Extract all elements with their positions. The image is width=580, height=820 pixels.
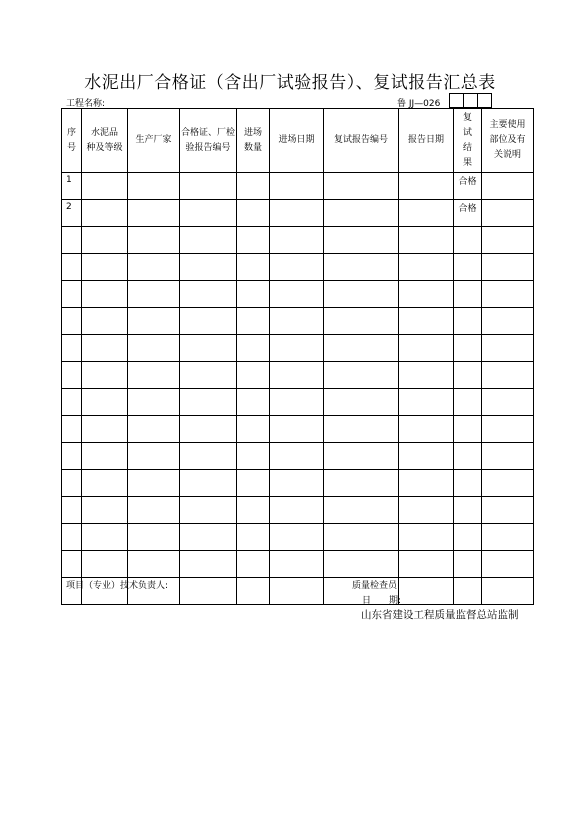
header-text-line: 验报告编号 <box>185 142 231 153</box>
table-cell <box>324 389 399 416</box>
header-retest-report-no <box>324 109 399 173</box>
table-cell <box>482 308 534 335</box>
table-cell <box>237 524 270 551</box>
table-row <box>62 362 534 389</box>
table-cell <box>128 173 180 200</box>
table-row <box>62 497 534 524</box>
project-name-label: 工程名称: <box>66 99 106 109</box>
header-certificate-no <box>180 109 237 173</box>
table-cell <box>482 551 534 578</box>
table-cell <box>237 254 270 281</box>
table-cell <box>82 389 128 416</box>
table-cell <box>270 416 324 443</box>
cell-seq <box>62 362 82 389</box>
header-quantity <box>237 109 270 173</box>
table-row <box>62 335 534 362</box>
cell-retest-result <box>454 308 482 335</box>
table-cell <box>324 497 399 524</box>
table-cell <box>180 416 237 443</box>
table-row <box>62 200 534 227</box>
cell-seq <box>62 308 82 335</box>
table-cell <box>324 443 399 470</box>
table-cell <box>270 443 324 470</box>
header-text-line: 水泥品 <box>90 127 118 138</box>
table-cell <box>482 335 534 362</box>
table-cell <box>270 173 324 200</box>
table-cell <box>128 200 180 227</box>
table-cell <box>324 281 399 308</box>
header-text-line: 果 <box>462 157 472 168</box>
table-cell <box>237 335 270 362</box>
table-cell <box>128 227 180 254</box>
table-cell <box>324 362 399 389</box>
table-row <box>62 470 534 497</box>
header-entry-date <box>270 109 324 173</box>
table-cell <box>180 578 237 605</box>
cell-seq <box>62 497 82 524</box>
table-cell <box>270 389 324 416</box>
table-cell <box>128 551 180 578</box>
table-cell <box>482 524 534 551</box>
table-cell <box>128 443 180 470</box>
header-retest-result <box>454 109 482 173</box>
table-cell <box>180 497 237 524</box>
table-cell <box>82 173 128 200</box>
header-usage-notes <box>482 109 534 173</box>
table-cell <box>399 416 454 443</box>
table-cell <box>270 308 324 335</box>
table-cell <box>270 497 324 524</box>
table-cell <box>270 470 324 497</box>
table-cell <box>270 254 324 281</box>
header-text-line: 种及等级 <box>86 142 123 153</box>
table-cell <box>399 335 454 362</box>
table-cell <box>482 362 534 389</box>
summary-table <box>61 108 534 605</box>
table-cell <box>180 335 237 362</box>
table-cell <box>180 551 237 578</box>
table-cell <box>399 362 454 389</box>
table-cell <box>82 497 128 524</box>
table-cell <box>82 200 128 227</box>
table-cell <box>482 470 534 497</box>
table-cell <box>270 578 324 605</box>
table-row <box>62 173 534 200</box>
cell-seq <box>62 281 82 308</box>
cell-retest-result <box>454 416 482 443</box>
table-cell <box>237 362 270 389</box>
header-text-line: 复试报告编号 <box>333 135 388 145</box>
cell-retest-result <box>454 578 482 605</box>
table-cell <box>180 254 237 281</box>
table-cell <box>324 173 399 200</box>
header-text-line: 主要使用 <box>489 120 526 130</box>
cell-retest-result <box>454 389 482 416</box>
table-row <box>62 227 534 254</box>
inspector-label: 质量检查员: <box>352 581 401 591</box>
table-cell <box>82 308 128 335</box>
table-cell <box>82 281 128 308</box>
table-row <box>62 551 534 578</box>
cell-retest-result: 合格 <box>454 200 482 227</box>
tech-lead-label: 项目（专业）技术负责人: <box>66 581 169 591</box>
header-text-line: 合格证、厂检 <box>180 127 235 138</box>
header-text-line: 数量 <box>243 142 262 153</box>
table-cell <box>399 200 454 227</box>
cell-retest-result <box>454 524 482 551</box>
table-cell <box>270 281 324 308</box>
table-cell <box>237 497 270 524</box>
cell-seq <box>62 389 82 416</box>
header-text-line: 结 <box>462 142 472 153</box>
table-cell <box>482 443 534 470</box>
table-cell <box>82 443 128 470</box>
table-cell <box>399 470 454 497</box>
table-cell <box>324 551 399 578</box>
table-cell <box>237 227 270 254</box>
table-cell <box>324 200 399 227</box>
table-cell <box>180 281 237 308</box>
table-cell <box>180 524 237 551</box>
cell-seq <box>62 227 82 254</box>
table-cell <box>180 389 237 416</box>
table-cell <box>270 362 324 389</box>
table-cell <box>270 551 324 578</box>
table-cell <box>237 470 270 497</box>
form-code: 鲁 JJ—026 <box>397 99 441 109</box>
issuing-organization: 山东省建设工程质量监督总站监制 <box>361 609 519 621</box>
table-cell <box>270 200 324 227</box>
table-cell <box>399 497 454 524</box>
table-cell <box>82 254 128 281</box>
table-cell <box>128 281 180 308</box>
table-cell <box>237 443 270 470</box>
table-cell <box>324 470 399 497</box>
table-cell <box>128 389 180 416</box>
header-text-line: 号 <box>66 142 76 153</box>
cell-retest-result <box>454 470 482 497</box>
cell-retest-result <box>454 362 482 389</box>
cell-retest-result <box>454 281 482 308</box>
table-cell <box>128 308 180 335</box>
cell-seq <box>62 470 82 497</box>
table-cell <box>128 470 180 497</box>
document-title: 水泥出厂合格证（含出厂试验报告）、复试报告汇总表 <box>84 73 496 93</box>
header-row <box>62 109 534 173</box>
table-cell <box>399 443 454 470</box>
code-box <box>463 93 478 108</box>
table-cell <box>82 470 128 497</box>
header-text-line: 部位及有 <box>489 135 526 145</box>
table-cell <box>270 227 324 254</box>
table-cell <box>482 227 534 254</box>
table-cell <box>237 551 270 578</box>
cell-seq <box>62 254 82 281</box>
table-cell <box>482 497 534 524</box>
date-label: 日 期: <box>362 596 402 606</box>
cell-seq <box>62 416 82 443</box>
header-text-line: 报告日期 <box>407 135 444 145</box>
header-text-line: 进场 <box>243 127 262 138</box>
table-cell <box>237 281 270 308</box>
cell-retest-result <box>454 497 482 524</box>
table-row <box>62 308 534 335</box>
cell-seq <box>62 551 82 578</box>
table-cell <box>82 362 128 389</box>
table-cell <box>180 308 237 335</box>
table-row <box>62 524 534 551</box>
table-cell <box>128 362 180 389</box>
table-cell <box>399 389 454 416</box>
table-cell <box>482 173 534 200</box>
table-cell <box>180 227 237 254</box>
code-box <box>449 93 464 108</box>
table-cell <box>399 524 454 551</box>
cell-retest-result: 合格 <box>454 173 482 200</box>
table-cell <box>128 416 180 443</box>
code-box <box>477 93 492 108</box>
table-cell <box>128 524 180 551</box>
table-cell <box>128 497 180 524</box>
table-cell <box>180 443 237 470</box>
table-cell <box>482 200 534 227</box>
table-row <box>62 389 534 416</box>
table-cell <box>324 524 399 551</box>
table-cell <box>482 578 534 605</box>
table-cell <box>324 335 399 362</box>
table-cell <box>180 362 237 389</box>
header-text-line: 试 <box>462 127 472 138</box>
table-cell <box>237 308 270 335</box>
form-code-boxes <box>450 93 492 108</box>
table-cell <box>324 308 399 335</box>
table-cell <box>399 281 454 308</box>
header-text-line: 进场日期 <box>278 135 315 145</box>
table-cell <box>82 416 128 443</box>
header-text-line: 复 <box>462 112 472 123</box>
cell-retest-result <box>454 227 482 254</box>
cell-retest-result <box>454 254 482 281</box>
table-cell <box>237 578 270 605</box>
table-cell <box>82 335 128 362</box>
table-cell <box>399 173 454 200</box>
table-cell <box>237 173 270 200</box>
table-cell <box>82 227 128 254</box>
header-text-line: 关说明 <box>493 150 521 160</box>
table-cell <box>270 335 324 362</box>
table-cell <box>399 254 454 281</box>
header-text-line: 生产厂家 <box>135 135 172 145</box>
cell-seq <box>62 524 82 551</box>
header-cement-type <box>82 109 128 173</box>
table-cell <box>482 254 534 281</box>
table-cell <box>324 416 399 443</box>
table-cell <box>324 227 399 254</box>
table-cell <box>237 389 270 416</box>
header-text-line: 序 <box>66 127 76 138</box>
cell-seq <box>62 443 82 470</box>
table-cell <box>82 551 128 578</box>
table-cell <box>324 254 399 281</box>
cell-seq: 2 <box>62 200 82 227</box>
table-cell <box>82 524 128 551</box>
table-cell <box>180 173 237 200</box>
table-row <box>62 281 534 308</box>
cell-retest-result <box>454 335 482 362</box>
table-cell <box>482 389 534 416</box>
cell-seq: 1 <box>62 173 82 200</box>
table-cell <box>482 416 534 443</box>
table-cell <box>399 578 454 605</box>
header-seq <box>62 109 82 173</box>
table-cell <box>128 335 180 362</box>
table-row <box>62 416 534 443</box>
table-row <box>62 254 534 281</box>
table-cell <box>237 200 270 227</box>
table-cell <box>482 281 534 308</box>
table-row <box>62 443 534 470</box>
table-cell <box>180 470 237 497</box>
cell-retest-result <box>454 443 482 470</box>
header-report-date <box>399 109 454 173</box>
table-cell <box>270 524 324 551</box>
table-cell <box>399 551 454 578</box>
header-manufacturer <box>128 109 180 173</box>
table-cell <box>180 200 237 227</box>
table-cell <box>399 227 454 254</box>
cell-retest-result <box>454 551 482 578</box>
table-cell <box>128 254 180 281</box>
cell-seq <box>62 335 82 362</box>
table-cell <box>237 416 270 443</box>
table-cell <box>399 308 454 335</box>
